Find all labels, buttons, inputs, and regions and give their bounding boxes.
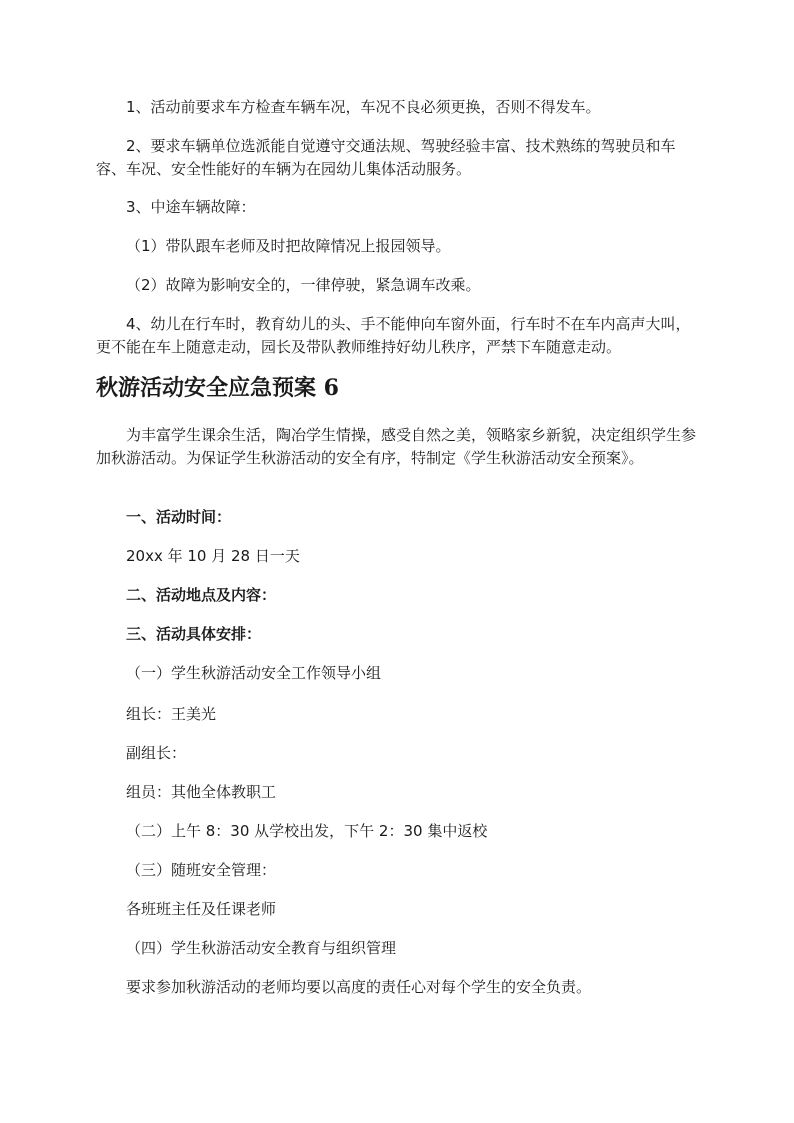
group-members: 组员：其他全体教职工 bbox=[126, 783, 277, 801]
group-leader: 组长：王美光 bbox=[126, 705, 217, 723]
paragraph-3-sub-1: （1）带队跟车老师及时把故障情况上报园领导。 bbox=[126, 237, 451, 255]
paragraph-1: 1、活动前要求车方检查车辆车况，车况不良必须更换，否则不得发车。 bbox=[126, 98, 601, 116]
leadership-group-title: （一）学生秋游活动安全工作领导小组 bbox=[126, 664, 382, 682]
activity-time-title: 一、活动时间： bbox=[126, 508, 232, 526]
education-management-title: （四）学生秋游活动安全教育与组织管理 bbox=[126, 939, 397, 957]
intro-paragraph: 为丰富学生课余生活，陶冶学生情操，感受自然之美，领略家乡新貌，决定组织学生参加秋游活动。为保证学生秋游活动的安全有序，特制定《学生秋游活动安全预案》。 bbox=[96, 426, 697, 467]
paragraph-2: 2、要求车辆单位选派能自觉遵守交通法规、驾驶经验丰富、技术熟练的驾驶员和车容、车况、安全性能好的车辆为在园幼儿集体活动服务。 bbox=[96, 137, 676, 178]
deputy-leader: 副组长： bbox=[126, 744, 187, 762]
paragraph-3-sub-2: （2）故障为影响安全的，一律停驶，紧急调车改乘。 bbox=[126, 276, 481, 294]
class-safety-title: （三）随班安全管理： bbox=[126, 861, 277, 879]
schedule-line: （二）上午 8：30 从学校出发，下午 2：30 集中返校 bbox=[126, 822, 488, 840]
paragraph-3: 3、中途车辆故障： bbox=[126, 198, 256, 216]
activity-arrangement-title: 三、活动具体安排： bbox=[126, 625, 262, 643]
class-safety-value: 各班班主任及任课老师 bbox=[126, 900, 277, 918]
education-management-value: 要求参加秋游活动的老师均要以高度的责任心对每个学生的安全负责。 bbox=[126, 978, 592, 996]
activity-location-title: 二、活动地点及内容： bbox=[126, 586, 277, 604]
activity-time-value: 20xx 年 10 月 28 日一天 bbox=[126, 547, 300, 565]
paragraph-4: 4、幼儿在行车时，教育幼儿的头、手不能伸向车窗外面，行车时不在车内高声大叫，更不能在车上随意走动，园长及带队教师维持好幼儿秩序，严禁下车随意走动。 bbox=[96, 315, 691, 356]
section-heading: 秋游活动安全应急预案 6 bbox=[96, 375, 339, 401]
